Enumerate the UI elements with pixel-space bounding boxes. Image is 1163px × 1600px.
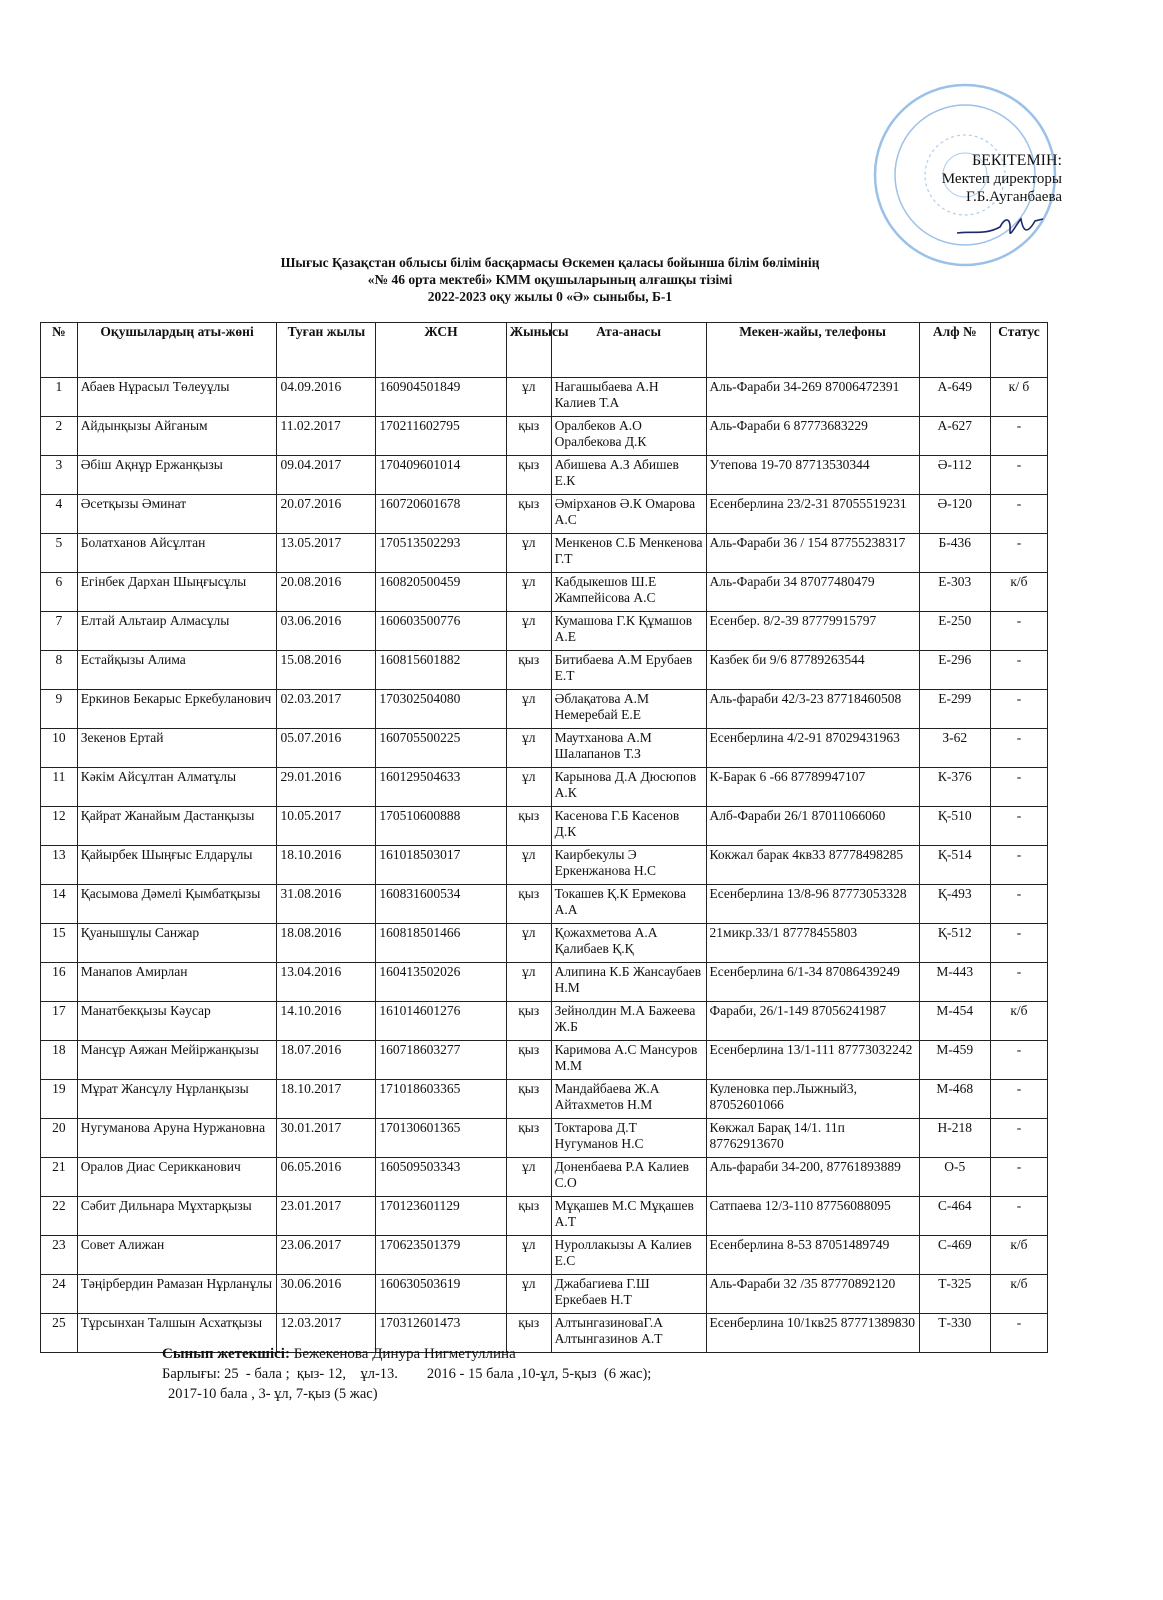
- cell-row-number: 25: [41, 1314, 78, 1353]
- title-line-3: 2022-2023 оқу жылы 0 «Ә» сыныбы, Б-1: [427, 289, 673, 304]
- col-header-iin: ЖСН: [376, 323, 506, 378]
- cell-row-number: 3: [41, 456, 78, 495]
- cell-birth-date: 31.08.2016: [277, 885, 376, 924]
- cell-student-name: Қайырбек Шыңғыс Елдарұлы: [77, 846, 277, 885]
- cell-alphabet-number: Б-436: [919, 534, 990, 573]
- cell-address-phone: Есенберлина 8-53 87051489749: [706, 1236, 919, 1275]
- cell-alphabet-number: К-376: [919, 768, 990, 807]
- cell-status: к/б: [990, 1002, 1047, 1041]
- table-row: [41, 573, 1048, 612]
- cell-alphabet-number: С-464: [919, 1197, 990, 1236]
- table-row: [41, 1002, 1048, 1041]
- cell-parents: Карынова Д.А Дюсюпов А.К: [551, 768, 706, 807]
- cell-student-name: Кәкім Айсұлтан Алматұлы: [77, 768, 277, 807]
- cell-status: к/б: [990, 573, 1047, 612]
- cell-sex: қыз: [506, 1314, 551, 1353]
- cell-address-phone: Сатпаева 12/3-110 87756088095: [706, 1197, 919, 1236]
- cell-alphabet-number: Н-218: [919, 1119, 990, 1158]
- cell-iin-number: 160831600534: [376, 885, 506, 924]
- cell-birth-date: 20.08.2016: [277, 573, 376, 612]
- table-row: [41, 729, 1048, 768]
- cell-parents: АлтынгазиноваГ.А Алтынгазинов А.Т: [551, 1314, 706, 1353]
- cell-status: к/б: [990, 1275, 1047, 1314]
- cell-address-phone: Утепова 19-70 87713530344: [706, 456, 919, 495]
- cell-alphabet-number: Қ-493: [919, 885, 990, 924]
- table-row: [41, 651, 1048, 690]
- table-row: [41, 1197, 1048, 1236]
- cell-status: -: [990, 651, 1047, 690]
- cell-sex: ұл: [506, 1275, 551, 1314]
- col-header-alf: Алф №: [919, 323, 990, 378]
- cell-birth-date: 13.05.2017: [277, 534, 376, 573]
- col-header-parents: Ата-анасы: [551, 323, 706, 378]
- table-row: [41, 1080, 1048, 1119]
- table-row: [41, 456, 1048, 495]
- cell-status: -: [990, 1041, 1047, 1080]
- cell-row-number: 5: [41, 534, 78, 573]
- cell-address-phone: К-Барак 6 -66 87789947107: [706, 768, 919, 807]
- cell-birth-date: 09.04.2017: [277, 456, 376, 495]
- cell-address-phone: Есенберлина 10/1кв25 87771389830: [706, 1314, 919, 1353]
- table-row: [41, 690, 1048, 729]
- cell-birth-date: 10.05.2017: [277, 807, 376, 846]
- cell-parents: Джабагиева Г.Ш Еркебаев Н.Т: [551, 1275, 706, 1314]
- cell-parents: Нагашыбаева А.Н Калиев Т.А: [551, 378, 706, 417]
- cell-alphabet-number: Қ-512: [919, 924, 990, 963]
- cell-iin-number: 160815601882: [376, 651, 506, 690]
- class-teacher-name: Бежекенова Динура Нигметуллина: [293, 1346, 516, 1362]
- cell-row-number: 23: [41, 1236, 78, 1275]
- cell-alphabet-number: Ә-120: [919, 495, 990, 534]
- student-list-table: [40, 322, 1048, 1353]
- cell-student-name: Тұрсынхан Талшын Асхатқызы: [77, 1314, 277, 1353]
- cell-iin-number: 170510600888: [376, 807, 506, 846]
- cell-address-phone: Есенберлина 4/2-91 87029431963: [706, 729, 919, 768]
- cell-iin-number: 161018503017: [376, 846, 506, 885]
- document-title: [160, 254, 940, 305]
- cell-alphabet-number: Т-330: [919, 1314, 990, 1353]
- cell-row-number: 2: [41, 417, 78, 456]
- cell-row-number: 6: [41, 573, 78, 612]
- approval-position: Мектеп директоры: [941, 171, 1062, 187]
- cell-parents: Әблақатова А.М Немеребай Е.Е: [551, 690, 706, 729]
- cell-iin-number: 160129504633: [376, 768, 506, 807]
- cell-sex: ұл: [506, 924, 551, 963]
- cell-address-phone: Фараби, 26/1-149 87056241987: [706, 1002, 919, 1041]
- cell-status: -: [990, 963, 1047, 1002]
- cell-sex: қыз: [506, 1041, 551, 1080]
- cell-sex: қыз: [506, 1119, 551, 1158]
- cell-iin-number: 170513502293: [376, 534, 506, 573]
- cell-parents: Касенова Г.Б Касенов Д.К: [551, 807, 706, 846]
- cell-sex: ұл: [506, 729, 551, 768]
- table-row: [41, 924, 1048, 963]
- class-teacher-line: [162, 1346, 516, 1363]
- cell-address-phone: Есенберлина 6/1-34 87086439249: [706, 963, 919, 1002]
- cell-iin-number: 170312601473: [376, 1314, 506, 1353]
- cell-student-name: Абаев Нұрасыл Төлеуұлы: [77, 378, 277, 417]
- approval-heading: БЕКІТЕМІН:: [971, 152, 1062, 169]
- cell-iin-number: 160603500776: [376, 612, 506, 651]
- cell-address-phone: Аль-фараби 42/3-23 87718460508: [706, 690, 919, 729]
- cell-status: -: [990, 534, 1047, 573]
- cell-sex: ұл: [506, 846, 551, 885]
- title-line-2: «№ 46 орта мектебі» КММ оқушыларының алғашқы тізімі: [367, 272, 733, 287]
- cell-parents: Токтарова Д.Т Нугуманов Н.С: [551, 1119, 706, 1158]
- cell-student-name: Манапов Амирлан: [77, 963, 277, 1002]
- cell-address-phone: 21микр.33/1 87778455803: [706, 924, 919, 963]
- cell-parents: Абишева А.З Абишев Е.К: [551, 456, 706, 495]
- cell-alphabet-number: Ә-112: [919, 456, 990, 495]
- cell-birth-date: 23.01.2017: [277, 1197, 376, 1236]
- cell-address-phone: Кокжал барак 4кв33 87778498285: [706, 846, 919, 885]
- cell-address-phone: Аль-Фараби 34 87077480479: [706, 573, 919, 612]
- table-row: [41, 612, 1048, 651]
- table-row: [41, 378, 1048, 417]
- cell-iin-number: 170302504080: [376, 690, 506, 729]
- cell-parents: Қожахметова А.А Қалибаев Қ.Қ: [551, 924, 706, 963]
- cell-row-number: 16: [41, 963, 78, 1002]
- cell-student-name: Зекенов Ертай: [77, 729, 277, 768]
- table-row: [41, 768, 1048, 807]
- cell-iin-number: 160705500225: [376, 729, 506, 768]
- cell-parents: Маутханова А.М Шалапанов Т.З: [551, 729, 706, 768]
- cell-birth-date: 13.04.2016: [277, 963, 376, 1002]
- cell-iin-number: 171018603365: [376, 1080, 506, 1119]
- class-teacher-label: Сынып жетекшісі:: [162, 1346, 290, 1362]
- cell-row-number: 20: [41, 1119, 78, 1158]
- table-row: [41, 1275, 1048, 1314]
- cell-address-phone: Аль-Фараби 6 87773683229: [706, 417, 919, 456]
- cell-parents: Кабдыкешов Ш.Е Жампейісова А.С: [551, 573, 706, 612]
- cell-sex: ұл: [506, 1158, 551, 1197]
- cell-student-name: Еркинов Бекарыс Еркебуланович: [77, 690, 277, 729]
- cell-student-name: Қасымова Дәмелі Қымбатқызы: [77, 885, 277, 924]
- cell-row-number: 12: [41, 807, 78, 846]
- cell-status: -: [990, 456, 1047, 495]
- summary-line-1: Барлығы: 25 - бала ; қыз- 12, ұл-13. 2016 - 15 бала ,10-ұл, 5-қыз (6 жас);: [162, 1366, 652, 1382]
- cell-status: -: [990, 807, 1047, 846]
- cell-parents: Доненбаева Р.А Калиев С.О: [551, 1158, 706, 1197]
- cell-parents: Нуроллакызы А Калиев Е.С: [551, 1236, 706, 1275]
- cell-row-number: 17: [41, 1002, 78, 1041]
- cell-address-phone: Куленовка пер.Лыжный3, 87052601066: [706, 1080, 919, 1119]
- cell-row-number: 19: [41, 1080, 78, 1119]
- cell-sex: қыз: [506, 651, 551, 690]
- cell-student-name: Манатбекқызы Кәусар: [77, 1002, 277, 1041]
- cell-student-name: Егінбек Дархан Шыңғысұлы: [77, 573, 277, 612]
- table-row: [41, 417, 1048, 456]
- cell-alphabet-number: А-649: [919, 378, 990, 417]
- cell-status: -: [990, 768, 1047, 807]
- cell-sex: қыз: [506, 807, 551, 846]
- cell-sex: ұл: [506, 963, 551, 1002]
- cell-status: к/б: [990, 1236, 1047, 1275]
- cell-iin-number: 170130601365: [376, 1119, 506, 1158]
- cell-parents: Әмірханов Ә.К Омарова А.С: [551, 495, 706, 534]
- cell-alphabet-number: М-468: [919, 1080, 990, 1119]
- cell-row-number: 4: [41, 495, 78, 534]
- cell-iin-number: 160904501849: [376, 378, 506, 417]
- cell-student-name: Совет Алижан: [77, 1236, 277, 1275]
- cell-sex: ұл: [506, 1236, 551, 1275]
- cell-alphabet-number: М-454: [919, 1002, 990, 1041]
- cell-student-name: Тәңірбердин Рамазан Нұрланұлы: [77, 1275, 277, 1314]
- cell-row-number: 13: [41, 846, 78, 885]
- cell-row-number: 11: [41, 768, 78, 807]
- cell-alphabet-number: Е-299: [919, 690, 990, 729]
- table-row: [41, 885, 1048, 924]
- col-header-status: Статус: [990, 323, 1047, 378]
- cell-status: -: [990, 1080, 1047, 1119]
- cell-iin-number: 161014601276: [376, 1002, 506, 1041]
- approval-name: Г.Б.Ауганбаева: [965, 189, 1062, 205]
- cell-iin-number: 160509503343: [376, 1158, 506, 1197]
- col-header-dob: Туған жылы: [277, 323, 376, 378]
- cell-iin-number: 160818501466: [376, 924, 506, 963]
- cell-birth-date: 15.08.2016: [277, 651, 376, 690]
- cell-row-number: 21: [41, 1158, 78, 1197]
- table-row: [41, 1041, 1048, 1080]
- cell-address-phone: Көкжал Барақ 14/1. 11п 87762913670: [706, 1119, 919, 1158]
- table-row: [41, 495, 1048, 534]
- cell-birth-date: 06.05.2016: [277, 1158, 376, 1197]
- cell-student-name: Айдынқызы Айганым: [77, 417, 277, 456]
- cell-birth-date: 18.08.2016: [277, 924, 376, 963]
- cell-status: -: [990, 495, 1047, 534]
- cell-sex: қыз: [506, 1080, 551, 1119]
- table-body: [41, 378, 1048, 1353]
- cell-sex: ұл: [506, 573, 551, 612]
- cell-birth-date: 12.03.2017: [277, 1314, 376, 1353]
- cell-status: к/ б: [990, 378, 1047, 417]
- cell-status: -: [990, 846, 1047, 885]
- cell-alphabet-number: С-469: [919, 1236, 990, 1275]
- cell-parents: Токашев Қ.К Ермекова А.А: [551, 885, 706, 924]
- table-row: [41, 1158, 1048, 1197]
- cell-parents: Битибаева А.М Ерубаев Е.Т: [551, 651, 706, 690]
- cell-birth-date: 02.03.2017: [277, 690, 376, 729]
- cell-student-name: Сәбит Дильнара Мұхтарқызы: [77, 1197, 277, 1236]
- cell-birth-date: 18.10.2016: [277, 846, 376, 885]
- cell-student-name: Мансұр Аяжан Мейіржанқызы: [77, 1041, 277, 1080]
- cell-parents: Мұқашев М.С Мұқашев А.Т: [551, 1197, 706, 1236]
- cell-sex: қыз: [506, 1197, 551, 1236]
- cell-status: -: [990, 612, 1047, 651]
- title-line-1: Шығыс Қазақстан облысы білім басқармасы Өскемен қаласы бойынша білім бөлімінің: [280, 255, 820, 270]
- cell-parents: Алипина К.Б Жансаубаев Н.М: [551, 963, 706, 1002]
- cell-row-number: 10: [41, 729, 78, 768]
- cell-parents: Менкенов С.Б Менкенова Г.Т: [551, 534, 706, 573]
- cell-student-name: Естайқызы Алима: [77, 651, 277, 690]
- cell-student-name: Оралов Диас Серикканович: [77, 1158, 277, 1197]
- cell-student-name: Әсетқызы Әминат: [77, 495, 277, 534]
- cell-alphabet-number: О-5: [919, 1158, 990, 1197]
- cell-status: -: [990, 1119, 1047, 1158]
- cell-iin-number: 160630503619: [376, 1275, 506, 1314]
- table-row: [41, 846, 1048, 885]
- cell-iin-number: 160413502026: [376, 963, 506, 1002]
- cell-student-name: Нугуманова Аруна Нуржановна: [77, 1119, 277, 1158]
- cell-sex: қыз: [506, 885, 551, 924]
- cell-birth-date: 05.07.2016: [277, 729, 376, 768]
- cell-parents: Каирбекулы Э Еркенжанова Н.С: [551, 846, 706, 885]
- cell-status: -: [990, 729, 1047, 768]
- cell-birth-date: 30.01.2017: [277, 1119, 376, 1158]
- cell-row-number: 8: [41, 651, 78, 690]
- table-row: [41, 1119, 1048, 1158]
- cell-alphabet-number: М-443: [919, 963, 990, 1002]
- cell-address-phone: Есенберлина 13/8-96 87773053328: [706, 885, 919, 924]
- cell-birth-date: 20.07.2016: [277, 495, 376, 534]
- table-row: [41, 1236, 1048, 1275]
- cell-alphabet-number: Қ-510: [919, 807, 990, 846]
- cell-student-name: Болатханов Айсұлтан: [77, 534, 277, 573]
- cell-iin-number: 160718603277: [376, 1041, 506, 1080]
- cell-status: -: [990, 1197, 1047, 1236]
- cell-sex: ұл: [506, 690, 551, 729]
- cell-student-name: Мұрат Жансұлу Нұрланқызы: [77, 1080, 277, 1119]
- cell-row-number: 7: [41, 612, 78, 651]
- cell-row-number: 1: [41, 378, 78, 417]
- cell-row-number: 15: [41, 924, 78, 963]
- cell-student-name: Қайрат Жанайым Дастанқызы: [77, 807, 277, 846]
- cell-status: -: [990, 1158, 1047, 1197]
- cell-alphabet-number: Қ-514: [919, 846, 990, 885]
- cell-birth-date: 18.07.2016: [277, 1041, 376, 1080]
- cell-alphabet-number: А-627: [919, 417, 990, 456]
- cell-address-phone: Есенбер. 8/2-39 87779915797: [706, 612, 919, 651]
- cell-address-phone: Есенберлина 13/1-111 87773032242: [706, 1041, 919, 1080]
- cell-student-name: Елтай Альтаир Алмасұлы: [77, 612, 277, 651]
- col-header-sex: Жынысы: [506, 323, 551, 378]
- cell-parents: Каримова А.С Мансуров М.М: [551, 1041, 706, 1080]
- cell-alphabet-number: Е-303: [919, 573, 990, 612]
- summary-line-2: 2017-10 бала , 3- ұл, 7-қыз (5 жас): [168, 1386, 378, 1402]
- col-header-name: Оқушылардың аты-жөні: [77, 323, 277, 378]
- cell-row-number: 9: [41, 690, 78, 729]
- cell-alphabet-number: М-459: [919, 1041, 990, 1080]
- cell-parents: Зейнолдин М.А Бажеева Ж.Б: [551, 1002, 706, 1041]
- cell-address-phone: Аль-фараби 34-200, 87761893889: [706, 1158, 919, 1197]
- cell-birth-date: 11.02.2017: [277, 417, 376, 456]
- cell-birth-date: 14.10.2016: [277, 1002, 376, 1041]
- cell-birth-date: 18.10.2017: [277, 1080, 376, 1119]
- cell-iin-number: 160820500459: [376, 573, 506, 612]
- cell-address-phone: Есенберлина 23/2-31 87055519231: [706, 495, 919, 534]
- cell-student-name: Қуанышұлы Санжар: [77, 924, 277, 963]
- cell-birth-date: 30.06.2016: [277, 1275, 376, 1314]
- cell-address-phone: Казбек би 9/6 87789263544: [706, 651, 919, 690]
- cell-sex: қыз: [506, 417, 551, 456]
- cell-iin-number: 170409601014: [376, 456, 506, 495]
- cell-parents: Мандайбаева Ж.А Айтахметов Н.М: [551, 1080, 706, 1119]
- cell-address-phone: Алб-Фараби 26/1 87011066060: [706, 807, 919, 846]
- approval-block: [912, 152, 1062, 206]
- table-row: [41, 534, 1048, 573]
- cell-iin-number: 170123601129: [376, 1197, 506, 1236]
- table-header-row: [41, 323, 1048, 378]
- cell-iin-number: 170211602795: [376, 417, 506, 456]
- cell-sex: қыз: [506, 456, 551, 495]
- cell-sex: қыз: [506, 1002, 551, 1041]
- cell-parents: Оралбеков А.О Оралбекова Д.К: [551, 417, 706, 456]
- cell-birth-date: 03.06.2016: [277, 612, 376, 651]
- cell-birth-date: 29.01.2016: [277, 768, 376, 807]
- cell-address-phone: Аль-Фараби 36 / 154 87755238317: [706, 534, 919, 573]
- cell-row-number: 22: [41, 1197, 78, 1236]
- cell-address-phone: Аль-Фараби 34-269 87006472391: [706, 378, 919, 417]
- cell-sex: ұл: [506, 768, 551, 807]
- cell-sex: ұл: [506, 534, 551, 573]
- cell-status: -: [990, 690, 1047, 729]
- cell-row-number: 14: [41, 885, 78, 924]
- cell-sex: ұл: [506, 612, 551, 651]
- cell-birth-date: 23.06.2017: [277, 1236, 376, 1275]
- cell-row-number: 24: [41, 1275, 78, 1314]
- col-header-number: №: [41, 323, 78, 378]
- table-row: [41, 963, 1048, 1002]
- col-header-address: Мекен-жайы, телефоны: [706, 323, 919, 378]
- director-signature: [955, 213, 1045, 241]
- cell-sex: ұл: [506, 378, 551, 417]
- cell-status: -: [990, 924, 1047, 963]
- cell-iin-number: 170623501379: [376, 1236, 506, 1275]
- cell-status: -: [990, 1314, 1047, 1353]
- cell-iin-number: 160720601678: [376, 495, 506, 534]
- cell-alphabet-number: З-62: [919, 729, 990, 768]
- table-row: [41, 807, 1048, 846]
- cell-row-number: 18: [41, 1041, 78, 1080]
- cell-alphabet-number: Е-296: [919, 651, 990, 690]
- cell-student-name: Әбіш Ақнұр Ержанқызы: [77, 456, 277, 495]
- cell-birth-date: 04.09.2016: [277, 378, 376, 417]
- cell-status: -: [990, 885, 1047, 924]
- cell-address-phone: Аль-Фараби 32 /35 87770892120: [706, 1275, 919, 1314]
- cell-parents: Кумашова Г.К Құмашов А.Е: [551, 612, 706, 651]
- cell-status: -: [990, 417, 1047, 456]
- cell-alphabet-number: Т-325: [919, 1275, 990, 1314]
- cell-alphabet-number: Е-250: [919, 612, 990, 651]
- cell-sex: қыз: [506, 495, 551, 534]
